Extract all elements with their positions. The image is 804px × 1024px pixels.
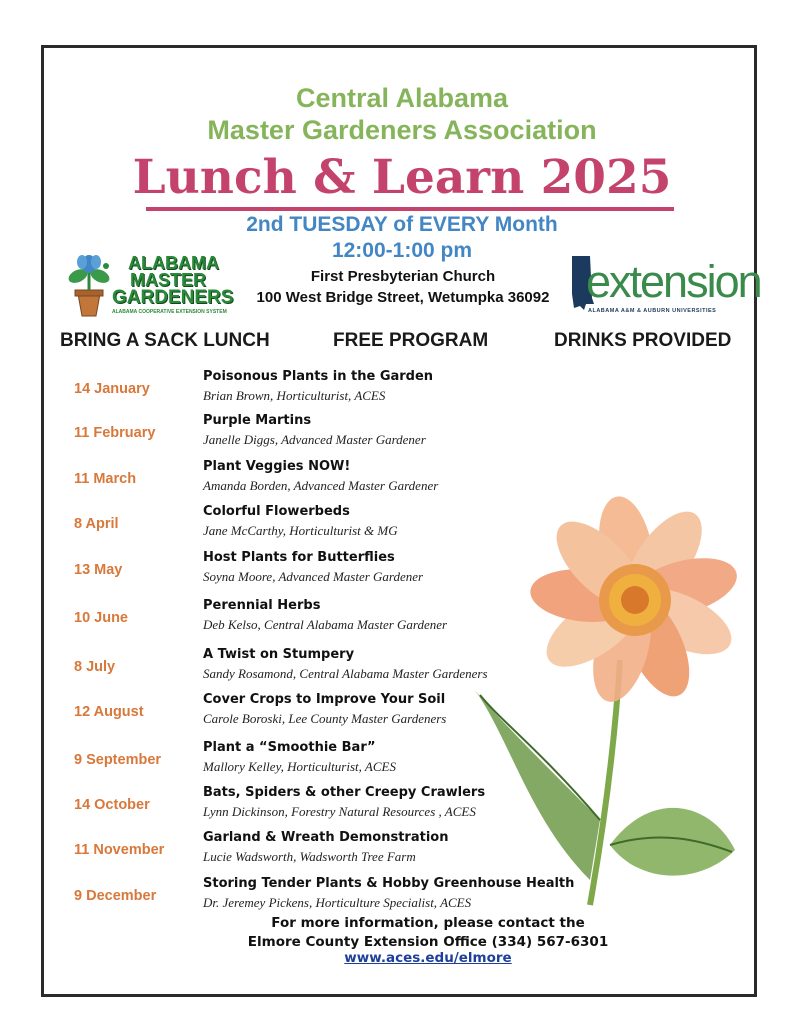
session-date: 14 October: [74, 797, 150, 813]
session-date: 11 March: [74, 471, 137, 487]
flyer-title: Lunch & Learn 2025: [132, 150, 672, 205]
session-topic: Cover Crops to Improve Your Soil: [203, 692, 446, 707]
session-topic: Storing Tender Plants & Hobby Greenhouse Health: [203, 876, 575, 891]
session-speaker: Deb Kelso, Central Alabama Master Gardener: [203, 617, 448, 632]
session-topic: Bats, Spiders & other Creepy Crawlers: [203, 785, 486, 800]
session-speaker: Sandy Rosamond, Central Alabama Master Gardeners: [203, 666, 488, 681]
contact-line2: Elmore County Extension Office (334) 567-6301: [247, 934, 609, 950]
session-speaker: Dr. Jeremey Pickens, Horticulture Specialist, ACES: [203, 895, 472, 910]
session-topic: Purple Martins: [203, 413, 312, 428]
session-date: 12 August: [74, 704, 144, 720]
session-topic: Perennial Herbs: [203, 598, 321, 613]
contact-line1: For more information, please contact the: [271, 915, 585, 931]
session-speaker: Lucie Wadsworth, Wadsworth Tree Farm: [203, 849, 416, 864]
session-date: 11 November: [74, 842, 165, 858]
banner-sack-lunch: BRING A SACK LUNCH: [60, 330, 270, 351]
venue-name: First Presbyterian Church: [310, 268, 496, 285]
session-topic: A Twist on Stumpery: [203, 647, 355, 662]
extension-subtitle: ALABAMA A&M & AUBURN UNIVERSITIES: [588, 308, 717, 314]
organization-name-line2: Master Gardeners Association: [207, 115, 597, 145]
session-topic: Plant a “Smoothie Bar”: [203, 740, 376, 755]
session-date: 11 February: [74, 425, 156, 441]
extension-logo: [566, 252, 761, 320]
session-topic: Plant Veggies NOW!: [203, 459, 351, 474]
session-date: 14 January: [74, 381, 150, 397]
schedule-time: 12:00-1:00 pm: [331, 239, 473, 262]
potted-plant-icon: [64, 254, 114, 320]
session-topic: Colorful Flowerbeds: [203, 504, 350, 519]
session-date: 8 July: [74, 659, 116, 675]
banner-free-program: FREE PROGRAM: [333, 330, 489, 351]
session-date: 9 September: [74, 752, 162, 768]
title-underline: [146, 207, 674, 211]
session-speaker: Janelle Diggs, Advanced Master Gardener: [203, 432, 426, 447]
session-date: 8 April: [74, 516, 119, 532]
session-speaker: Soyna Moore, Advanced Master Gardener: [203, 569, 424, 584]
venue-address: 100 West Bridge Street, Wetumpka 36092: [256, 289, 550, 306]
logo-text-alabama: ALABAMA: [128, 253, 219, 273]
session-date: 10 June: [74, 610, 128, 626]
session-speaker: Carole Boroski, Lee County Master Gardeners: [203, 711, 447, 726]
logo-subtitle: ALABAMA COOPERATIVE EXTENSION SYSTEM: [112, 309, 227, 315]
website-link[interactable]: www.aces.edu/elmore: [344, 950, 512, 966]
session-speaker: Amanda Borden, Advanced Master Gardener: [203, 478, 439, 493]
extension-wordmark: extension: [586, 256, 761, 307]
organization-name-line1: Central Alabama: [295, 83, 509, 113]
session-speaker: Brian Brown, Horticulturist, ACES: [203, 388, 386, 403]
session-speaker: Jane McCarthy, Horticulturist & MG: [203, 523, 398, 538]
logo-text-gardeners: GARDENERS: [112, 287, 234, 308]
session-topic: Garland & Wreath Demonstration: [203, 830, 449, 845]
session-speaker: Mallory Kelley, Horticulturist, ACES: [203, 759, 396, 774]
session-date: 9 December: [74, 888, 157, 904]
session-speaker: Lynn Dickinson, Forestry Natural Resources , ACES: [203, 804, 476, 819]
schedule-frequency: 2nd TUESDAY of EVERY Month: [246, 213, 558, 236]
session-date: 13 May: [74, 562, 123, 578]
alabama-master-gardeners-logo: [64, 252, 244, 320]
banner-drinks-provided: DRINKS PROVIDED: [554, 330, 732, 351]
logo-text-master: MASTER: [130, 270, 206, 290]
zinnia-flower-illustration: [470, 490, 760, 910]
session-topic: Host Plants for Butterflies: [203, 550, 395, 565]
session-topic: Poisonous Plants in the Garden: [203, 369, 434, 384]
